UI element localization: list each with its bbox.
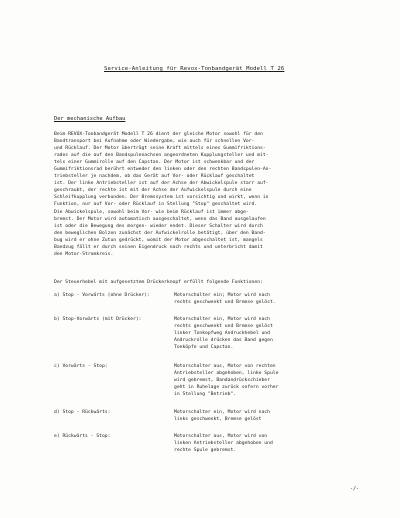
body-line: Funktion, nur auf Vor- oder Rücklauf in Stellung "Stop" geschaltet wird.	[54, 202, 258, 208]
body-line: triebsteller je nachdem, ob das Gerät auf Vor- oder Rücklauf geschaltet	[54, 174, 255, 180]
description-line: linken Antriebsteller abgehoben und	[174, 441, 273, 447]
function-description	[174, 363, 354, 398]
description-line: Antriebsteller abgehoben, linke Spule	[174, 371, 279, 377]
function-description	[174, 409, 354, 423]
function-description	[174, 316, 354, 351]
body-line: Schleifkupplung verbunden. Der Bremssystem ist vorsichtig und wirkt, wenn in	[54, 195, 269, 201]
description-line: rechts geschwenkt und Bremse gelöst.	[174, 300, 276, 306]
body-line: geschraubt, der rechte ist mit der Achse der Aufwickelspule durch eine	[54, 188, 252, 194]
description-line: links geschwenkt, Bremse gelöst	[174, 417, 262, 423]
body-line: ist oder die Bewegung des morgen- wieder endet. Dieser Schalter wird durch	[54, 223, 263, 229]
body-line: rades auf die auf den Bandspulenachsen angeordneten Kupplungsteller und mit-	[54, 153, 269, 159]
description-line: geht in Ruhelage zurück sofern vorher	[174, 385, 279, 391]
description-line: Andruckrolle drücken das Band gegen	[174, 338, 273, 344]
function-description	[174, 433, 354, 454]
body-line: Gummifriktionsrad berührt entweder den linken oder den rechten Bandspulen-An-	[54, 167, 272, 173]
description-line: Motorschalter ein; Motor wird nach	[174, 293, 270, 298]
function-label: a) Stop - Vorwärts (ohne Drücker):	[54, 293, 150, 298]
body-line: Beim REVOX-Tonbandgerät Modell T 26 dient der gleiche Motor sowohl für den	[54, 132, 263, 137]
function-label: c) Vorwärts - Stop:	[54, 364, 108, 369]
description-line: Motorschalter ein, Motor wird nach	[174, 410, 270, 415]
section-heading: Der mechanische Aufbau	[54, 116, 126, 122]
description-line: wird gebremst, Bandandrückschieber	[174, 378, 270, 384]
description-line: rechts geschwenkt und Bremse gelöst	[174, 324, 273, 330]
body-line: bremst. Der Motor wird automatisch ausgeschaltet, wenn das Band ausgelaufen	[54, 216, 266, 222]
body-line: ist. Der linke Antriebsteller ist auf der Achse der Abwickelspule starr auf-	[54, 181, 269, 187]
document-title: Service-Anleitung für Revox-Tonbandgerät Modell T 26	[104, 66, 285, 72]
description-line: Tonköpfe und Capstan.	[174, 345, 234, 351]
description-line: Motorschalter aus, Motor von rechten	[174, 364, 276, 369]
body-line: den beweglichen Bolzen zunächst der Aufwickelrolle betätigt, über den Band-	[54, 230, 266, 236]
body-line: den Motor-Stromkreis.	[54, 251, 114, 257]
page-continuation-mark: -/-	[350, 486, 360, 492]
body-paragraph	[54, 131, 354, 258]
description-line: Motorschalter ein, Motor wird nach	[174, 317, 270, 322]
description-line: rechte Spule gebremst.	[174, 448, 237, 454]
body-line: Bandtransport bei Aufnahme oder Wiedergabe, wie auch für schnellen Vor-	[54, 139, 255, 145]
function-label: e) Rückwärts - Stop:	[54, 434, 111, 439]
function-description	[174, 292, 354, 306]
body-line: und Rücklauf. Der Motor überträgt seine Kraft mittels eines Gummifriktions-	[54, 146, 266, 152]
function-label: b) Stop-Vorwärts (mit Drücker):	[54, 317, 142, 322]
description-line: Motorschalter aus, Motor wird von	[174, 434, 268, 439]
description-line: in Stellung "Betrieb".	[174, 392, 237, 398]
body-line: bug wird er ohne Zutun gedrückt, womit der Motor abgeschaltet ist, mangels	[54, 237, 263, 243]
body-line: Bandzug fällt er durch seinen Eigendruck nach rechts und unterbricht damit	[54, 244, 263, 250]
body-line: Die Abwickelspule, sowohl beim Vor- wie beim Rücklauf ist immer abge-	[54, 209, 249, 215]
functions-intro: Der Steuerhebel mit aufgesetztem Drückerknopf erfüllt folgende Funktionen:	[54, 280, 263, 285]
description-line: linker Tonkopfweg Andruckhebel und	[174, 331, 270, 337]
body-line: tels einer Gummirolle auf den Capstan. Der Motor ist schwenkbar und der	[54, 160, 255, 166]
function-label: d) Stop - Rückwärts:	[54, 410, 111, 415]
